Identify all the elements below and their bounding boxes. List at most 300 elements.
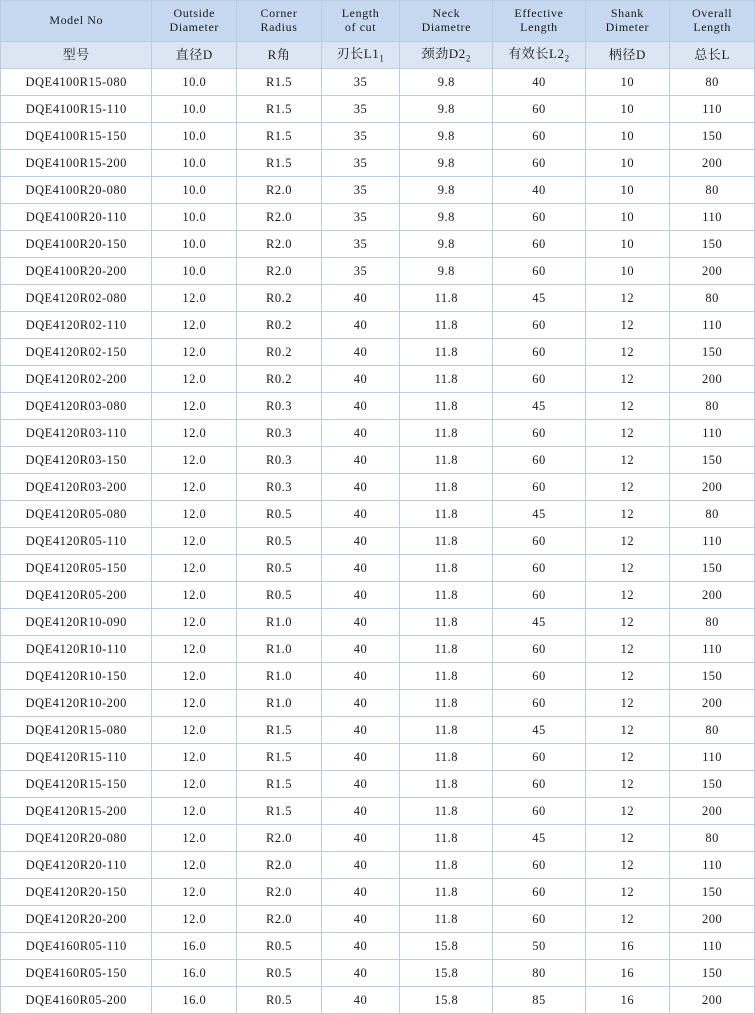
table-cell: 11.8: [400, 555, 493, 582]
table-row: [1, 150, 755, 177]
cell-model-no: DQE4120R05-110: [1, 528, 152, 555]
cell-model-no: DQE4120R03-150: [1, 447, 152, 474]
header-text: 型号: [62, 46, 90, 62]
table-cell: 50: [493, 933, 585, 960]
table-cell: 40: [321, 528, 399, 555]
table-row: [1, 420, 755, 447]
header-line-2: of cut: [344, 20, 377, 34]
table-row: [1, 717, 755, 744]
table-cell: 12: [585, 447, 670, 474]
table-cell: 12.0: [152, 879, 237, 906]
table-cell: 35: [321, 204, 399, 231]
column-header-cn-2: [237, 42, 322, 69]
table-cell: 110: [670, 528, 755, 555]
table-cell: 11.8: [400, 879, 493, 906]
table-cell: 11.8: [400, 744, 493, 771]
header-line-1: Shank: [610, 6, 644, 21]
table-row: [1, 663, 755, 690]
table-cell: R2.0: [237, 852, 322, 879]
table-row: [1, 906, 755, 933]
table-cell: 60: [493, 744, 585, 771]
column-header-cn-7: [670, 42, 755, 69]
table-row: [1, 879, 755, 906]
table-cell: 9.8: [400, 177, 493, 204]
cell-model-no: DQE4160R05-200: [1, 987, 152, 1014]
table-cell: 12: [585, 906, 670, 933]
table-cell: 12.0: [152, 906, 237, 933]
table-cell: R1.0: [237, 690, 322, 717]
table-cell: 12.0: [152, 312, 237, 339]
header-line-1: Outside: [173, 6, 216, 21]
table-cell: R0.5: [237, 501, 322, 528]
table-cell: R0.5: [237, 582, 322, 609]
table-row: [1, 852, 755, 879]
table-cell: 40: [321, 582, 399, 609]
table-cell: 110: [670, 933, 755, 960]
table-cell: R0.5: [237, 555, 322, 582]
table-cell: 150: [670, 555, 755, 582]
table-cell: R2.0: [237, 879, 322, 906]
table-cell: 12: [585, 663, 670, 690]
table-cell: 60: [493, 420, 585, 447]
table-cell: 150: [670, 879, 755, 906]
header-line-2: Diametre: [421, 20, 472, 34]
table-cell: 16: [585, 960, 670, 987]
table-row: [1, 690, 755, 717]
table-cell: 40: [321, 690, 399, 717]
table-cell: 40: [321, 879, 399, 906]
table-cell: 40: [321, 312, 399, 339]
table-cell: 200: [670, 987, 755, 1014]
cell-model-no: DQE4120R15-150: [1, 771, 152, 798]
table-cell: 80: [670, 393, 755, 420]
table-cell: R1.5: [237, 798, 322, 825]
table-cell: 16.0: [152, 987, 237, 1014]
cell-model-no: DQE4120R03-200: [1, 474, 152, 501]
header-subscript: 2: [564, 53, 570, 64]
table-cell: R0.2: [237, 285, 322, 312]
header-text: 直径D: [175, 46, 213, 62]
table-cell: 11.8: [400, 582, 493, 609]
header-line-2: Diameter: [169, 20, 219, 34]
table-row: [1, 987, 755, 1014]
table-cell: 9.8: [400, 96, 493, 123]
cell-model-no: DQE4120R10-200: [1, 690, 152, 717]
table-cell: 40: [493, 177, 585, 204]
table-cell: 60: [493, 663, 585, 690]
table-cell: 40: [321, 771, 399, 798]
table-row: [1, 528, 755, 555]
table-row: [1, 798, 755, 825]
table-cell: 40: [321, 825, 399, 852]
table-cell: 11.8: [400, 285, 493, 312]
table-cell: 60: [493, 123, 585, 150]
table-cell: 45: [493, 393, 585, 420]
table-cell: 110: [670, 312, 755, 339]
cell-model-no: DQE4120R10-090: [1, 609, 152, 636]
table-cell: 60: [493, 582, 585, 609]
table-cell: R0.2: [237, 312, 322, 339]
table-cell: R1.0: [237, 609, 322, 636]
table-cell: 60: [493, 339, 585, 366]
cell-model-no: DQE4100R15-080: [1, 69, 152, 96]
cell-model-no: DQE4120R05-200: [1, 582, 152, 609]
table-cell: R2.0: [237, 231, 322, 258]
table-cell: 60: [493, 474, 585, 501]
table-cell: 12: [585, 690, 670, 717]
table-cell: 60: [493, 528, 585, 555]
header-line-1: Corner: [260, 6, 298, 21]
table-cell: 40: [321, 393, 399, 420]
header-text: 有效长L2: [508, 45, 565, 61]
table-cell: 60: [493, 852, 585, 879]
cell-model-no: DQE4120R15-200: [1, 798, 152, 825]
cell-model-no: DQE4120R10-150: [1, 663, 152, 690]
cell-model-no: DQE4100R20-150: [1, 231, 152, 258]
table-cell: 40: [321, 420, 399, 447]
table-cell: R1.5: [237, 771, 322, 798]
table-cell: 11.8: [400, 663, 493, 690]
table-cell: 12.0: [152, 447, 237, 474]
table-cell: 40: [321, 906, 399, 933]
table-row: [1, 339, 755, 366]
table-cell: 9.8: [400, 258, 493, 285]
header-subscript: 2: [465, 53, 472, 64]
cell-model-no: DQE4120R03-080: [1, 393, 152, 420]
table-cell: 10.0: [152, 204, 237, 231]
table-cell: 12.0: [152, 852, 237, 879]
table-cell: 16: [585, 987, 670, 1014]
table-cell: 12: [585, 528, 670, 555]
table-cell: 10.0: [152, 258, 237, 285]
header-text: 刃长L1: [336, 45, 380, 61]
table-cell: 110: [670, 852, 755, 879]
cell-model-no: DQE4100R20-080: [1, 177, 152, 204]
table-cell: 200: [670, 258, 755, 285]
table-cell: 35: [321, 150, 399, 177]
header-text: 颈劲D2: [421, 45, 466, 61]
table-cell: 200: [670, 690, 755, 717]
table-cell: 16: [585, 933, 670, 960]
table-cell: 80: [670, 69, 755, 96]
cell-model-no: DQE4120R02-080: [1, 285, 152, 312]
table-cell: 16.0: [152, 933, 237, 960]
table-cell: 12.0: [152, 636, 237, 663]
header-line-2: Length: [693, 20, 731, 34]
table-cell: 12: [585, 312, 670, 339]
table-cell: 80: [670, 501, 755, 528]
table-cell: 35: [321, 258, 399, 285]
column-header-en-3: [321, 1, 399, 42]
table-cell: R0.3: [237, 474, 322, 501]
table-cell: 10: [585, 150, 670, 177]
table-cell: 12.0: [152, 663, 237, 690]
cell-model-no: DQE4120R15-110: [1, 744, 152, 771]
table-cell: 11.8: [400, 906, 493, 933]
table-cell: 45: [493, 825, 585, 852]
table-cell: R0.3: [237, 393, 322, 420]
table-cell: 12: [585, 609, 670, 636]
table-cell: 12: [585, 555, 670, 582]
header-line-1: Neck: [432, 6, 461, 21]
column-header-cn-6: [585, 42, 670, 69]
table-cell: 10.0: [152, 96, 237, 123]
table-cell: 10: [585, 177, 670, 204]
table-row: [1, 960, 755, 987]
column-header-en-0: [1, 1, 152, 42]
table-cell: 40: [321, 852, 399, 879]
column-header-en-1: [152, 1, 237, 42]
table-cell: 60: [493, 798, 585, 825]
table-row: [1, 204, 755, 231]
table-row: [1, 123, 755, 150]
table-cell: 10: [585, 69, 670, 96]
table-cell: 60: [493, 879, 585, 906]
header-subscript: 1: [379, 53, 385, 64]
column-header-en-6: [585, 1, 670, 42]
table-cell: 60: [493, 636, 585, 663]
table-cell: R1.5: [237, 69, 322, 96]
table-cell: R1.5: [237, 717, 322, 744]
table-cell: R0.2: [237, 339, 322, 366]
cell-model-no: DQE4100R20-110: [1, 204, 152, 231]
table-header-chinese: [1, 42, 755, 69]
table-cell: 110: [670, 636, 755, 663]
table-cell: 60: [493, 906, 585, 933]
table-cell: 35: [321, 69, 399, 96]
table-cell: 12: [585, 798, 670, 825]
cell-model-no: DQE4120R20-110: [1, 852, 152, 879]
table-cell: 16.0: [152, 960, 237, 987]
cell-model-no: DQE4160R05-150: [1, 960, 152, 987]
table-cell: 12: [585, 420, 670, 447]
table-row: [1, 285, 755, 312]
table-cell: 12.0: [152, 825, 237, 852]
table-cell: 12: [585, 582, 670, 609]
table-cell: 11.8: [400, 474, 493, 501]
table-cell: 12.0: [152, 474, 237, 501]
table-cell: 11.8: [400, 312, 493, 339]
table-cell: 150: [670, 771, 755, 798]
table-cell: 40: [321, 501, 399, 528]
table-row: [1, 771, 755, 798]
table-cell: 35: [321, 231, 399, 258]
table-row: [1, 393, 755, 420]
table-row: [1, 501, 755, 528]
table-cell: 10.0: [152, 150, 237, 177]
table-cell: 150: [670, 231, 755, 258]
table-cell: 12.0: [152, 393, 237, 420]
table-cell: 45: [493, 717, 585, 744]
column-header-cn-3: [321, 42, 399, 69]
column-header-en-2: [237, 1, 322, 42]
column-header-cn-1: [152, 42, 237, 69]
table-cell: 12: [585, 339, 670, 366]
cell-model-no: DQE4100R15-110: [1, 96, 152, 123]
column-header-en-5: [493, 1, 585, 42]
table-cell: 12: [585, 285, 670, 312]
table-cell: 45: [493, 501, 585, 528]
column-header-en-4: [400, 1, 493, 42]
table-cell: R2.0: [237, 258, 322, 285]
table-cell: R0.3: [237, 447, 322, 474]
column-header-cn-4: [400, 42, 493, 69]
table-cell: R2.0: [237, 825, 322, 852]
table-row: [1, 474, 755, 501]
table-cell: 85: [493, 987, 585, 1014]
table-cell: R1.0: [237, 636, 322, 663]
table-cell: 12: [585, 474, 670, 501]
table-cell: R1.5: [237, 744, 322, 771]
table-cell: 60: [493, 231, 585, 258]
table-cell: 45: [493, 285, 585, 312]
table-cell: 110: [670, 204, 755, 231]
table-cell: 12: [585, 717, 670, 744]
table-cell: R0.3: [237, 420, 322, 447]
table-cell: 200: [670, 582, 755, 609]
table-cell: R1.5: [237, 96, 322, 123]
table-cell: 11.8: [400, 690, 493, 717]
table-cell: 11.8: [400, 609, 493, 636]
table-cell: 10.0: [152, 69, 237, 96]
cell-model-no: DQE4100R15-150: [1, 123, 152, 150]
table-cell: 11.8: [400, 771, 493, 798]
table-cell: 10.0: [152, 123, 237, 150]
table-cell: 110: [670, 420, 755, 447]
cell-model-no: DQE4120R03-110: [1, 420, 152, 447]
cell-model-no: DQE4120R20-200: [1, 906, 152, 933]
table-cell: R0.2: [237, 366, 322, 393]
table-row: [1, 96, 755, 123]
table-cell: 10: [585, 96, 670, 123]
cell-model-no: DQE4120R02-110: [1, 312, 152, 339]
table-cell: 11.8: [400, 420, 493, 447]
table-cell: 12: [585, 366, 670, 393]
header-text: 柄径D: [608, 46, 646, 62]
table-cell: 11.8: [400, 798, 493, 825]
table-cell: 12: [585, 393, 670, 420]
table-cell: 12.0: [152, 501, 237, 528]
table-cell: 35: [321, 96, 399, 123]
table-cell: R2.0: [237, 906, 322, 933]
table-cell: R0.5: [237, 960, 322, 987]
cell-model-no: DQE4120R05-150: [1, 555, 152, 582]
table-row: [1, 933, 755, 960]
table-cell: 80: [493, 960, 585, 987]
header-line-2: Radius: [260, 20, 298, 34]
table-cell: 15.8: [400, 960, 493, 987]
column-header-cn-5: [493, 42, 585, 69]
table-cell: 80: [670, 177, 755, 204]
cell-model-no: DQE4120R10-110: [1, 636, 152, 663]
table-cell: 80: [670, 609, 755, 636]
cell-model-no: DQE4100R20-200: [1, 258, 152, 285]
table-cell: 10: [585, 123, 670, 150]
table-cell: 40: [321, 366, 399, 393]
table-cell: 12.0: [152, 771, 237, 798]
table-cell: R2.0: [237, 204, 322, 231]
header-line-1: Effective: [514, 6, 564, 21]
cell-model-no: DQE4120R05-080: [1, 501, 152, 528]
table-cell: 40: [321, 663, 399, 690]
table-cell: R0.5: [237, 987, 322, 1014]
table-cell: 35: [321, 123, 399, 150]
table-cell: 200: [670, 366, 755, 393]
table-cell: 12: [585, 852, 670, 879]
table-cell: 12.0: [152, 339, 237, 366]
table-cell: 150: [670, 663, 755, 690]
table-cell: 110: [670, 96, 755, 123]
header-line-2: Length: [520, 20, 558, 34]
table-cell: 10.0: [152, 177, 237, 204]
table-cell: 60: [493, 690, 585, 717]
table-cell: 9.8: [400, 123, 493, 150]
table-cell: 10: [585, 231, 670, 258]
table-cell: 80: [670, 285, 755, 312]
table-cell: R0.5: [237, 528, 322, 555]
table-cell: 10.0: [152, 231, 237, 258]
table-cell: 40: [321, 798, 399, 825]
table-cell: 9.8: [400, 150, 493, 177]
table-cell: 40: [321, 339, 399, 366]
table-row: [1, 231, 755, 258]
table-cell: 40: [321, 717, 399, 744]
table-row: [1, 177, 755, 204]
table-row: [1, 744, 755, 771]
table-cell: 15.8: [400, 987, 493, 1014]
table-cell: 11.8: [400, 528, 493, 555]
table-cell: 12.0: [152, 366, 237, 393]
table-cell: 12.0: [152, 609, 237, 636]
table-row: [1, 312, 755, 339]
cell-model-no: DQE4120R02-200: [1, 366, 152, 393]
table-cell: 12.0: [152, 420, 237, 447]
table-cell: 40: [321, 447, 399, 474]
cell-model-no: DQE4120R20-080: [1, 825, 152, 852]
table-cell: 80: [670, 717, 755, 744]
table-cell: 40: [321, 285, 399, 312]
table-cell: 40: [321, 960, 399, 987]
table-cell: 60: [493, 258, 585, 285]
table-cell: 40: [321, 474, 399, 501]
table-row: [1, 366, 755, 393]
table-cell: 200: [670, 798, 755, 825]
table-cell: 12.0: [152, 555, 237, 582]
table-cell: 35: [321, 177, 399, 204]
table-cell: 11.8: [400, 501, 493, 528]
table-cell: 11.8: [400, 447, 493, 474]
header-line-2: Dimeter: [605, 20, 650, 34]
table-cell: R1.0: [237, 663, 322, 690]
table-cell: 12: [585, 744, 670, 771]
table-cell: 150: [670, 123, 755, 150]
table-cell: 9.8: [400, 231, 493, 258]
table-cell: 12: [585, 879, 670, 906]
table-cell: 60: [493, 150, 585, 177]
header-text: 总长L: [694, 46, 730, 62]
table-cell: 11.8: [400, 393, 493, 420]
table-cell: 10: [585, 258, 670, 285]
cell-model-no: DQE4120R02-150: [1, 339, 152, 366]
table-cell: 12.0: [152, 285, 237, 312]
cell-model-no: DQE4100R15-200: [1, 150, 152, 177]
header-line-1: Overall: [692, 6, 733, 21]
table-cell: 9.8: [400, 204, 493, 231]
table-cell: 80: [670, 825, 755, 852]
cell-model-no: DQE4160R05-110: [1, 933, 152, 960]
table-cell: 11.8: [400, 366, 493, 393]
table-cell: 110: [670, 744, 755, 771]
